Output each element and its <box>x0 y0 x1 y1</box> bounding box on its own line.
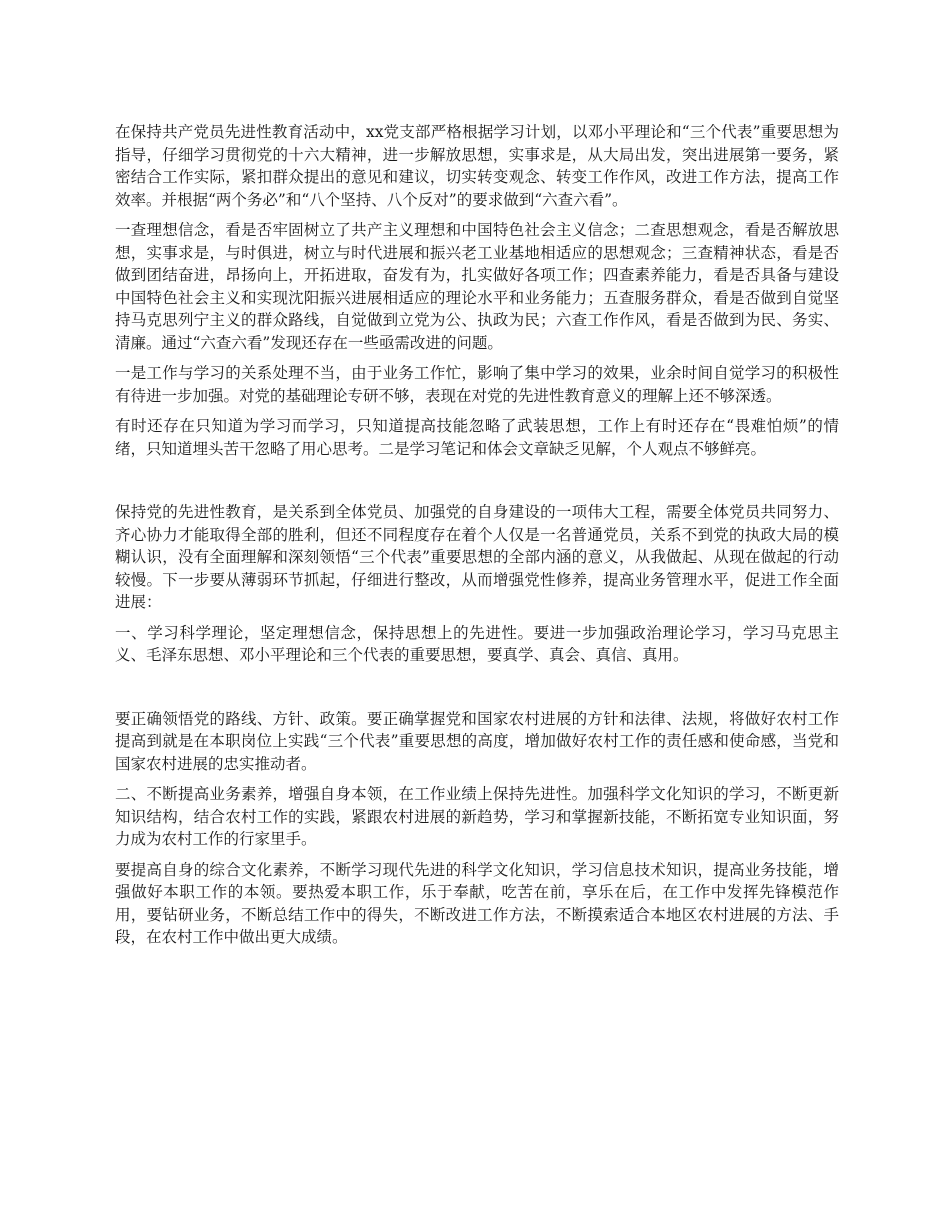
paragraph-advanced-education: 保持党的先进性教育，是关系到全体党员、加强党的自身建设的一项伟大工程，需要全体党员共同努力、齐心协力才能取得全部的胜利，但还不同程度存在着个人仅是一名普通党员，关系不到党的执政大局的模糊认识，没有全面理解和深刻领悟“三个代表”重要思想的全部内涵的意义，从我做起、从现在做起的行动较慢。下一步要从薄弱环节抓起，仔细进行整改，从而增强党性修养，提高业务管理水平，促进工作全面进展： <box>115 503 839 611</box>
paragraph-measure-one: 一、学习科学理论，坚定理想信念，保持思想上的先进性。要进一步加强政治理论学习，学习马克思主义、毛泽东思想、邓小平理论和三个代表的重要思想，要真学、真会、真信、真用。 <box>115 623 839 664</box>
document-page <box>115 121 839 957</box>
paragraph-intro: 在保持共产党员先进性教育活动中，xx党支部严格根据学习计划，以邓小平理论和“三个代表”重要思想为指导，仔细学习贯彻党的十六大精神，进一步解放思想，实事求是，从大局出发，突出进展第一要务，紧密结合工作实际，紧扣群众提出的意见和建议，切实转变观念、转变工作作风，改进工作方法，提高工作效率。并根据“两个务必”和“八个坚持、八个反对”的要求做到“六查六看”。 <box>115 123 839 209</box>
paragraph-six-checks: 一查理想信念，看是否牢固树立了共产主义理想和中国特色社会主义信念；二查思想观念，看是否解放思想，实事求是，与时俱进，树立与时代进展和振兴老工业基地相适应的思想观念；三查精神状态，看是否做到团结奋进，昂扬向上，开拓进取，奋发有为，扎实做好各项工作；四查素养能力，看是否具备与建设中国特色社会主义和实现沈阳振兴进展相适应的理论水平和业务能力；五查服务群众，看是否做到自觉坚持马克思列宁主义的群众路线，自觉做到立党为公、执政为民；六查工作作风，看是否做到为民、务实、清廉。通过“六查六看”发现还存在一些亟需改进的问题。 <box>115 221 839 352</box>
section-spacer <box>115 675 839 708</box>
paragraph-problem-one: 一是工作与学习的关系处理不当，由于业务工作忙，影响了集中学习的效果，业余时间自觉学习的积极性有待进一步加强。对党的基础理论专研不够，表现在对党的先进性教育意义的理解上还不够深透。 <box>115 364 839 405</box>
paragraph-problem-two: 有时还存在只知道为学习而学习，只知道提高技能忽略了武装思想，工作上有时还存在“畏难怕烦”的情绪，只知道埋头苦干忽略了用心思考。二是学习笔记和体会文章缺乏见解，个人观点不够鲜亮。 <box>115 417 839 458</box>
paragraph-party-line: 要正确领悟党的路线、方针、政策。要正确掌握党和国家农村进展的方针和法律、法规，将做好农村工作提高到就是在本职岗位上实践“三个代表”重要思想的高度，增加做好农村工作的责任感和使命感，当党和国家农村进展的忠实推动者。 <box>115 709 839 773</box>
paragraph-cultural-quality: 要提高自身的综合文化素养，不断学习现代先进的科学文化知识，学习信息技术知识，提高业务技能，增强做好本职工作的本领。要热爱本职工作，乐于奉献，吃苦在前，享乐在后，在工作中发挥先锋模范作用，要钻研业务，不断总结工作中的得失，不断改进工作方法，不断摸索适合本地区农村进展的方法、手段，在农村工作中做出更大成绩。 <box>115 860 839 946</box>
section-spacer <box>115 468 839 501</box>
paragraph-measure-two: 二、不断提高业务素养，增强自身本领，在工作业绩上保持先进性。加强科学文化知识的学习，不断更新知识结构，结合农村工作的实践，紧跟农村进展的新趋势，学习和掌握新技能，不断拓宽专业知识面，努力成为农村工作的行家里手。 <box>115 785 839 848</box>
